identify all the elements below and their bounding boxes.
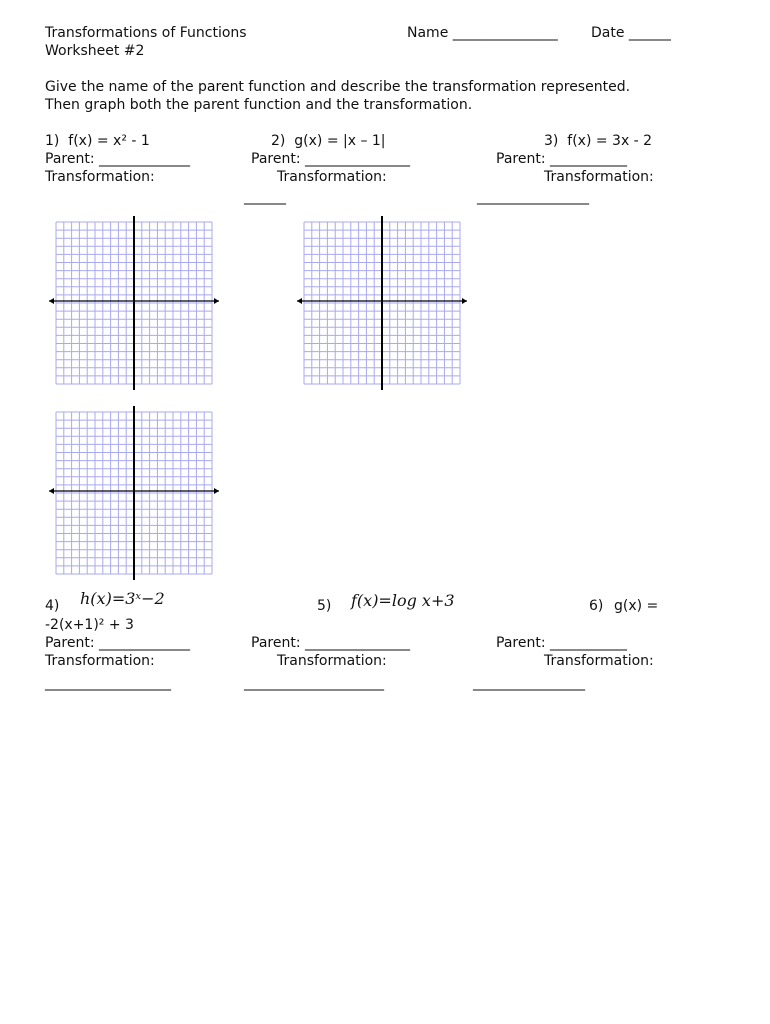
instructions-line-2: Then graph both the parent function and the transformation.	[45, 97, 473, 113]
problem-1-parent: Parent: _____________	[45, 151, 190, 167]
problem-6-equation: g(x) =	[614, 598, 659, 614]
problem-3-parent: Parent: ___________	[496, 151, 627, 167]
instructions-line-1: Give the name of the parent function and describe the transformation represented.	[45, 79, 631, 95]
problem-2-label: 2) g(x) = |x – 1|	[271, 133, 386, 149]
problem-4-parent: Parent: _____________	[45, 635, 190, 651]
problem-4-continuation: -2(x+1)² + 3	[45, 617, 134, 633]
problem-5-parent: Parent: _______________	[251, 635, 410, 651]
problem-6-blank: ________________	[473, 675, 585, 691]
name-field: Name _______________	[407, 25, 558, 41]
problem-2-transformation: Transformation:	[277, 169, 387, 185]
graph-grid-3	[48, 406, 220, 580]
problem-2-blank: ______	[244, 189, 286, 205]
graph-grid-2	[296, 216, 468, 390]
axis-arrow-icon	[214, 488, 219, 494]
worksheet-subtitle: Worksheet #2	[45, 43, 145, 59]
problem-1-transformation: Transformation:	[45, 169, 155, 185]
problem-3-label: 3) f(x) = 3x - 2	[544, 133, 653, 149]
problem-4-equation: h(x)=3ˣ−2	[80, 589, 165, 608]
problem-5-transformation: Transformation:	[277, 653, 387, 669]
problem-6-parent: Parent: ___________	[496, 635, 627, 651]
problem-5-equation: f(x)=log x+3	[351, 591, 455, 610]
date-field: Date ______	[591, 25, 671, 41]
problem-2-parent: Parent: _______________	[251, 151, 410, 167]
graph-grid-1	[48, 216, 220, 390]
problem-1-label: 1) f(x) = x² - 1	[45, 133, 150, 149]
problem-3-blank: ________________	[477, 189, 589, 205]
axis-arrow-icon	[297, 298, 302, 304]
problem-5-number: 5)	[317, 598, 332, 614]
problem-6-transformation: Transformation:	[544, 653, 654, 669]
axis-arrow-icon	[49, 488, 54, 494]
problem-4-number: 4)	[45, 598, 60, 614]
axis-arrow-icon	[214, 298, 219, 304]
problem-4-transformation: Transformation:	[45, 653, 155, 669]
problem-5-blank: ____________________	[244, 675, 384, 691]
worksheet-title: Transformations of Functions	[45, 25, 247, 41]
axis-arrow-icon	[462, 298, 467, 304]
problem-3-transformation: Transformation:	[544, 169, 654, 185]
problem-6-label: 6)	[589, 598, 604, 614]
axis-arrow-icon	[49, 298, 54, 304]
problem-4-blank: __________________	[45, 675, 171, 691]
